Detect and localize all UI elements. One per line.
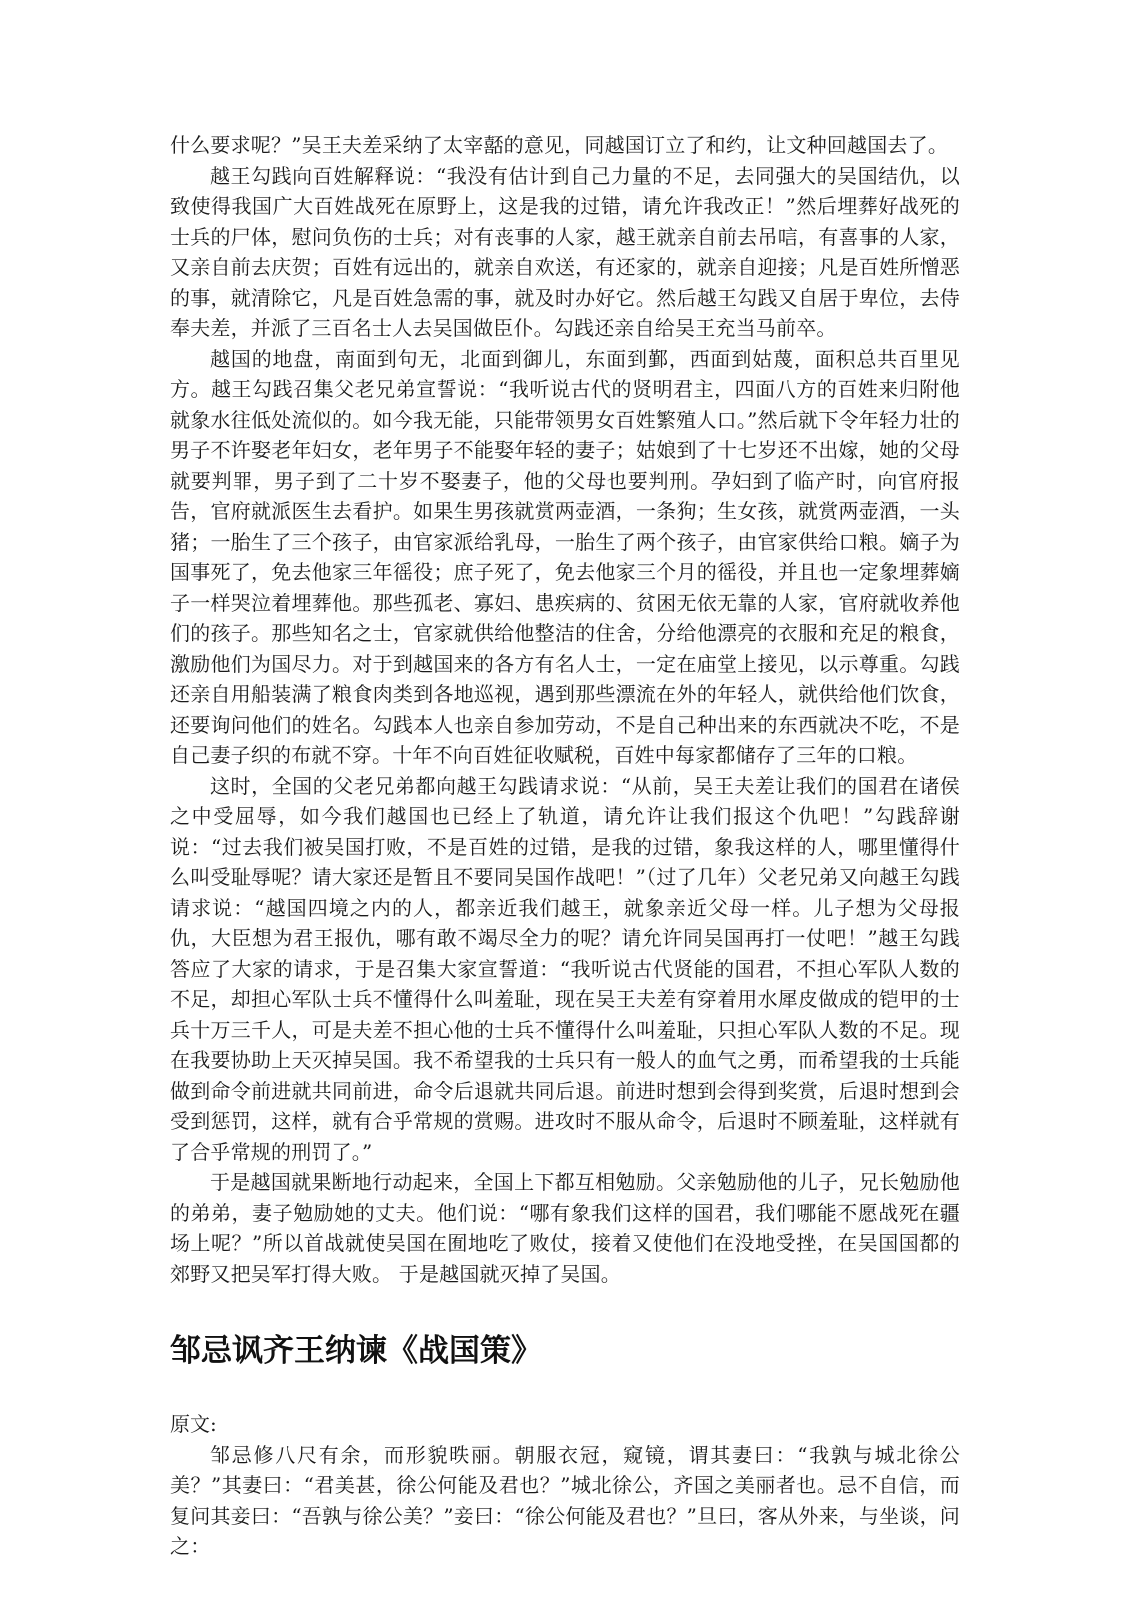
document-page (170, 130, 960, 1562)
paragraph-yue-territory: 越国的地盘，南面到句无，北面到御儿，东面到鄞，西面到姑蔑，面积总共百里见方。越王勾践召集父老兄弟宣誓说：“我听说古代的贤明君主，四面八方的百姓来归附他就象水往低处流似的。如今我无能，只能带领男女百姓繁殖人口。”然后就下令年轻力壮的男子不许娶老年妇女，老年男子不能娶年轻的妻子；姑娘到了十七岁还不出嫁，她的父母就要判罪，男子到了二十岁不娶妻子，他的父母也要判刑。孕妇到了临产时，向官府报告，官府就派医生去看护。如果生男孩就赏两壶酒，一条狗；生女孩，就赏两壶酒，一头猪；一胎生了三个孩子，由官家派给乳母，一胎生了两个孩子，由官家供给口粮。嫡子为国事死了，免去他家三年徭役；庶子死了，免去他家三个月的徭役，并且也一定象埋葬嫡子一样哭泣着埋葬他。那些孤老、寡妇、患疾病的、贫困无依无靠的人家，官府就收养他们的孩子。那些知名之士，官家就供给他整洁的住舍，分给他漂亮的衣服和充足的粮食，激励他们为国尽力。对于到越国来的各方有名人士，一定在庙堂上接见，以示尊重。勾践还亲自用船装满了粮食肉类到各地巡视，遇到那些漂流在外的年轻人，就供给他们饮食，还要询问他们的姓名。勾践本人也亲自参加劳动，不是自己种出来的东西就决不吃，不是自己妻子织的布就不穿。十年不向百姓征收赋税，百姓中每家都储存了三年的口粮。 (170, 346, 960, 767)
paragraph-goujian-apology: 越王勾践向百姓解释说：“我没有估计到自己力量的不足，去同强大的吴国结仇，以致使得我国广大百姓战死在原野上，这是我的过错，请允许我改正！”然后埋葬好战死的士兵的尸体，慰问负伤的士兵；对有丧事的人家，越王就亲自前去吊唁，有喜事的人家，又亲自前去庆贺；百姓有远出的，就亲自欢送，有还家的，就亲自迎接；凡是百姓所憎恶的事，就清除它，凡是百姓急需的事，就及时办好它。然后越王勾践又自居于卑位，去侍奉夫差，并派了三百名士人去吴国做臣仆。勾践还亲自给吴王充当马前卒。 (170, 163, 960, 340)
paragraph-zouji: 邹忌修八尺有余，而形貌昳丽。朝服衣冠，窥镜，谓其妻曰：“我孰与城北徐公美？”其妻曰：“君美甚，徐公何能及君也？”城北徐公，齐国之美丽者也。忌不自信，而复问其妾曰：“吾孰与徐公美？”妾曰：“徐公何能及君也？”旦曰，客从外来，与坐谈，问之： (170, 1442, 960, 1558)
section-title: 邹忌讽齐王纳谏《战国策》 (170, 1333, 542, 1369)
original-text-label: 原文: (170, 1412, 217, 1436)
paragraph-yue-victory: 于是越国就果断地行动起来，全国上下都互相勉励。父亲勉励他的儿子，兄长勉励他的弟弟，妻子勉励她的丈夫。他们说：“哪有象我们这样的国君，我们哪能不愿战死在疆场上呢？”所以首战就使吴国在囿地吃了败仗，接着又使他们在没地受挫，在吴国国都的郊野又把吴军打得大败。 于是越国就灭掉了吴国。 (170, 1170, 960, 1286)
paragraph-elders-request: 这时，全国的父老兄弟都向越王勾践请求说：“从前，吴王夫差让我们的国君在诸侯之中受屈辱，如今我们越国也已经上了轨道，请允许让我们报这个仇吧！”勾践辞谢说：“过去我们被吴国打败，不是百姓的过错，是我的过错，象我这样的人，哪里懂得什么叫受耻辱呢？请大家还是暂且不要同吴国作战吧！”（过了几年）父老兄弟又向越王勾践请求说：“越国四境之内的人，都亲近我们越王，就象亲近父母一样。儿子想为父母报仇，大臣想为君王报仇，哪有敢不竭尽全力的呢？请允许同吴国再打一仗吧！”越王勾践答应了大家的请求，于是召集大家宣誓道：“我听说古代贤能的国君，不担心军队人数的不足，却担心军队士兵不懂得什么叫羞耻，现在吴王夫差有穿着用水犀皮做成的铠甲的士兵十万三千人，可是夫差不担心他的士兵不懂得什么叫羞耻，只担心军队人数的不足。现在我要协助上天灭掉吴国。我不希望我的士兵只有一般人的血气之勇，而希望我的士兵能做到命令前进就共同前进，命令后退就共同后退。前进时想到会得到奖赏，后退时想到会受到惩罚，这样，就有合乎常规的赏赐。进攻时不服从命令，后退时不顾羞耻，这样就有了合乎常规的刑罚了。” (170, 773, 960, 1164)
paragraph-continuation: 什么要求呢？”吴王夫差采纳了太宰嚭的意见，同越国订立了和约，让文种回越国去了。 (170, 133, 949, 157)
